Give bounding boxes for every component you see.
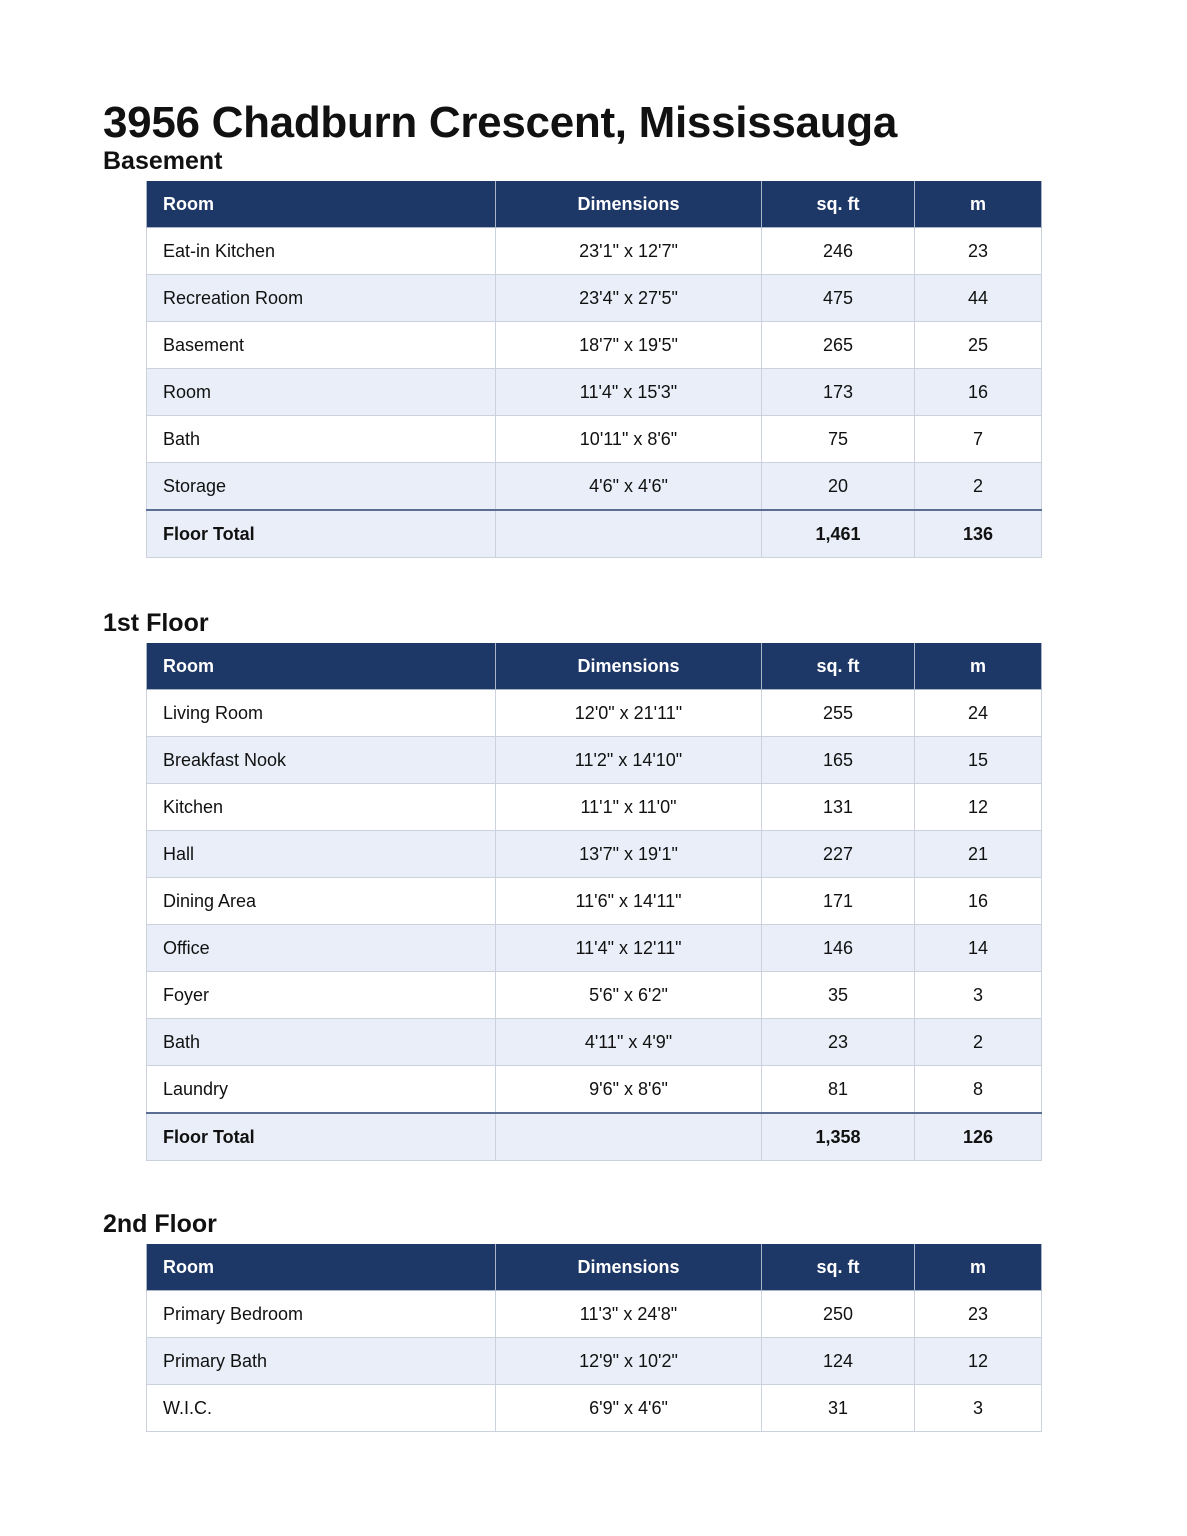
table-row	[147, 831, 1042, 878]
table-row	[147, 690, 1042, 737]
table-row	[147, 275, 1042, 322]
dimensions-cell: 11'3" x 24'8"	[496, 1291, 762, 1338]
sqft-cell: 131	[762, 784, 915, 831]
floor-total-label: Floor Total	[147, 510, 496, 558]
dimensions-cell: 11'4" x 15'3"	[496, 369, 762, 416]
column-header-m: m	[915, 643, 1042, 690]
room-cell: Recreation Room	[147, 275, 496, 322]
room-cell: Basement	[147, 322, 496, 369]
table-row	[147, 1338, 1042, 1385]
sqft-cell: 81	[762, 1066, 915, 1114]
dimensions-cell: 12'0" x 21'11"	[496, 690, 762, 737]
sqft-cell: 165	[762, 737, 915, 784]
m-cell: 24	[915, 690, 1042, 737]
first-floor-table	[146, 643, 1042, 1161]
table-row	[147, 1066, 1042, 1114]
room-cell: Foyer	[147, 972, 496, 1019]
column-header-m: m	[915, 181, 1042, 228]
room-cell: Bath	[147, 416, 496, 463]
m-cell: 7	[915, 416, 1042, 463]
table-header-row	[147, 1244, 1042, 1291]
column-header-sqft: sq. ft	[762, 643, 915, 690]
dimensions-cell: 11'1" x 11'0"	[496, 784, 762, 831]
column-header-dimensions: Dimensions	[496, 1244, 762, 1291]
floor-total-sqft: 1,461	[762, 510, 915, 558]
room-cell: Dining Area	[147, 878, 496, 925]
room-cell: Kitchen	[147, 784, 496, 831]
table-row	[147, 784, 1042, 831]
room-cell: Storage	[147, 463, 496, 511]
table-row	[147, 369, 1042, 416]
room-cell: Room	[147, 369, 496, 416]
m-cell: 23	[915, 228, 1042, 275]
sqft-cell: 23	[762, 1019, 915, 1066]
m-cell: 21	[915, 831, 1042, 878]
dimensions-cell: 4'11" x 4'9"	[496, 1019, 762, 1066]
second-floor-table	[146, 1244, 1042, 1432]
table-row	[147, 1385, 1042, 1432]
dimensions-cell: 6'9" x 4'6"	[496, 1385, 762, 1432]
table-row	[147, 416, 1042, 463]
column-header-room: Room	[147, 181, 496, 228]
table-header-row	[147, 643, 1042, 690]
table-header-row	[147, 181, 1042, 228]
column-header-dimensions: Dimensions	[496, 181, 762, 228]
sqft-cell: 250	[762, 1291, 915, 1338]
room-cell: Laundry	[147, 1066, 496, 1114]
page-title: 3956 Chadburn Crescent, Mississauga	[103, 98, 898, 147]
dimensions-cell: 12'9" x 10'2"	[496, 1338, 762, 1385]
sqft-cell: 20	[762, 463, 915, 511]
dimensions-cell: 11'4" x 12'11"	[496, 925, 762, 972]
m-cell: 2	[915, 463, 1042, 511]
sqft-cell: 227	[762, 831, 915, 878]
room-cell: Primary Bath	[147, 1338, 496, 1385]
dimensions-cell: 10'11" x 8'6"	[496, 416, 762, 463]
floor-total-row	[147, 1113, 1042, 1161]
dimensions-cell: 18'7" x 19'5"	[496, 322, 762, 369]
column-header-sqft: sq. ft	[762, 1244, 915, 1291]
dimensions-cell: 11'6" x 14'11"	[496, 878, 762, 925]
sqft-cell: 124	[762, 1338, 915, 1385]
room-cell: W.I.C.	[147, 1385, 496, 1432]
dimensions-cell: 23'4" x 27'5"	[496, 275, 762, 322]
room-cell: Hall	[147, 831, 496, 878]
dimensions-cell: 4'6" x 4'6"	[496, 463, 762, 511]
room-cell: Breakfast Nook	[147, 737, 496, 784]
column-header-room: Room	[147, 1244, 496, 1291]
dimensions-cell: 13'7" x 19'1"	[496, 831, 762, 878]
m-cell: 12	[915, 784, 1042, 831]
m-cell: 16	[915, 369, 1042, 416]
sqft-cell: 475	[762, 275, 915, 322]
sqft-cell: 35	[762, 972, 915, 1019]
column-header-m: m	[915, 1244, 1042, 1291]
basement-table	[146, 181, 1042, 558]
m-cell: 25	[915, 322, 1042, 369]
sqft-cell: 173	[762, 369, 915, 416]
column-header-sqft: sq. ft	[762, 181, 915, 228]
floor-total-label: Floor Total	[147, 1113, 496, 1161]
column-header-room: Room	[147, 643, 496, 690]
room-cell: Primary Bedroom	[147, 1291, 496, 1338]
m-cell: 23	[915, 1291, 1042, 1338]
table-row	[147, 1019, 1042, 1066]
m-cell: 3	[915, 972, 1042, 1019]
section-heading-basement: Basement	[103, 147, 223, 175]
m-cell: 15	[915, 737, 1042, 784]
table-row	[147, 737, 1042, 784]
floor-total-m: 126	[915, 1113, 1042, 1161]
column-header-dimensions: Dimensions	[496, 643, 762, 690]
section-heading-1st-floor: 1st Floor	[103, 609, 209, 637]
room-cell: Living Room	[147, 690, 496, 737]
m-cell: 3	[915, 1385, 1042, 1432]
sqft-cell: 31	[762, 1385, 915, 1432]
dimensions-cell: 5'6" x 6'2"	[496, 972, 762, 1019]
m-cell: 8	[915, 1066, 1042, 1114]
sqft-cell: 265	[762, 322, 915, 369]
sqft-cell: 255	[762, 690, 915, 737]
table-row	[147, 322, 1042, 369]
floor-total-sqft: 1,358	[762, 1113, 915, 1161]
table-row	[147, 878, 1042, 925]
m-cell: 12	[915, 1338, 1042, 1385]
dimensions-cell: 11'2" x 14'10"	[496, 737, 762, 784]
m-cell: 16	[915, 878, 1042, 925]
floor-total-m: 136	[915, 510, 1042, 558]
sqft-cell: 75	[762, 416, 915, 463]
room-cell: Office	[147, 925, 496, 972]
table-row	[147, 1291, 1042, 1338]
dimensions-cell: 9'6" x 8'6"	[496, 1066, 762, 1114]
floor-total-row	[147, 510, 1042, 558]
empty-cell	[496, 510, 762, 558]
dimensions-cell: 23'1" x 12'7"	[496, 228, 762, 275]
room-cell: Bath	[147, 1019, 496, 1066]
empty-cell	[496, 1113, 762, 1161]
section-heading-2nd-floor: 2nd Floor	[103, 1210, 217, 1238]
m-cell: 44	[915, 275, 1042, 322]
table-row	[147, 463, 1042, 511]
table-row	[147, 925, 1042, 972]
sqft-cell: 246	[762, 228, 915, 275]
table-row	[147, 972, 1042, 1019]
m-cell: 2	[915, 1019, 1042, 1066]
m-cell: 14	[915, 925, 1042, 972]
room-cell: Eat-in Kitchen	[147, 228, 496, 275]
sqft-cell: 146	[762, 925, 915, 972]
sqft-cell: 171	[762, 878, 915, 925]
table-row	[147, 228, 1042, 275]
